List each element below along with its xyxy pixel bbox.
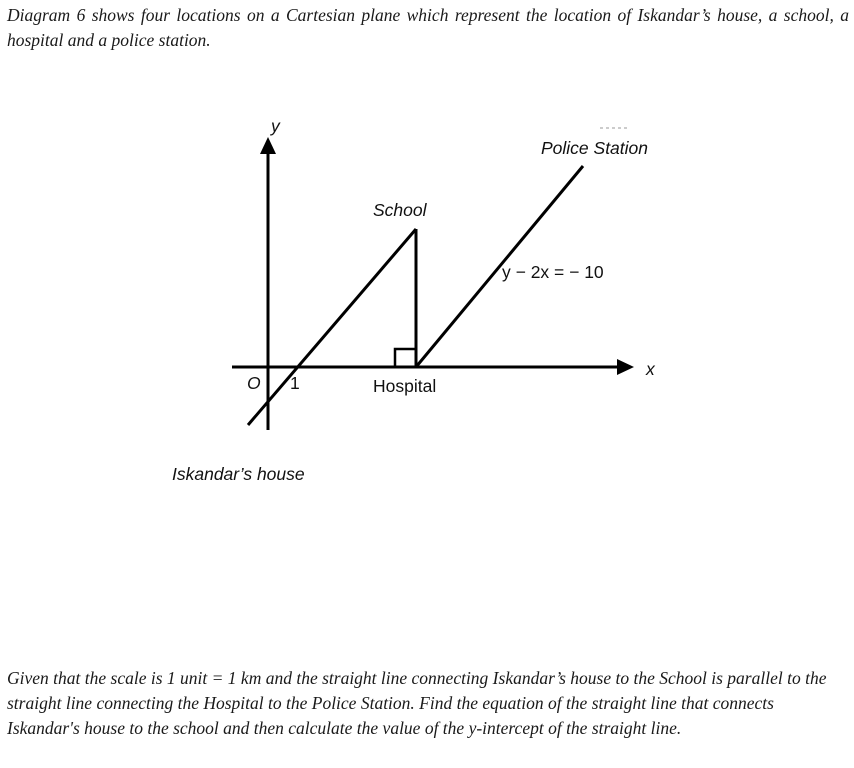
school-label: School xyxy=(373,200,427,220)
question-paragraph: Given that the scale is 1 unit = 1 km and the straight line connecting Iskandar’s house to the School is parallel to the straight line connecting the Hospital to the Police Station. Find the equation of the straight line that connects Iskandar's house to the school and then calculate the value of the y-intercept of the straight line. xyxy=(7,668,827,738)
house-label: Iskandar’s house xyxy=(172,464,305,484)
axis-y-label: y xyxy=(271,116,280,136)
x-axis-arrow xyxy=(617,359,634,375)
x-tick-label: 1 xyxy=(290,373,300,393)
y-axis-arrow xyxy=(260,137,276,154)
right-angle-marker xyxy=(395,349,416,367)
origin-label: O xyxy=(247,373,261,393)
police-station-label: Police Station xyxy=(541,138,649,158)
line-equation-label: y − 2x = − 10 xyxy=(502,262,604,282)
axis-x-label: x xyxy=(646,359,655,379)
hospital-label: Hospital xyxy=(373,376,437,396)
intro-paragraph: Diagram 6 shows four locations on a Cartesian plane which represent the location of Iskandar’s house, a school, a hospital and a police station. xyxy=(7,5,849,50)
